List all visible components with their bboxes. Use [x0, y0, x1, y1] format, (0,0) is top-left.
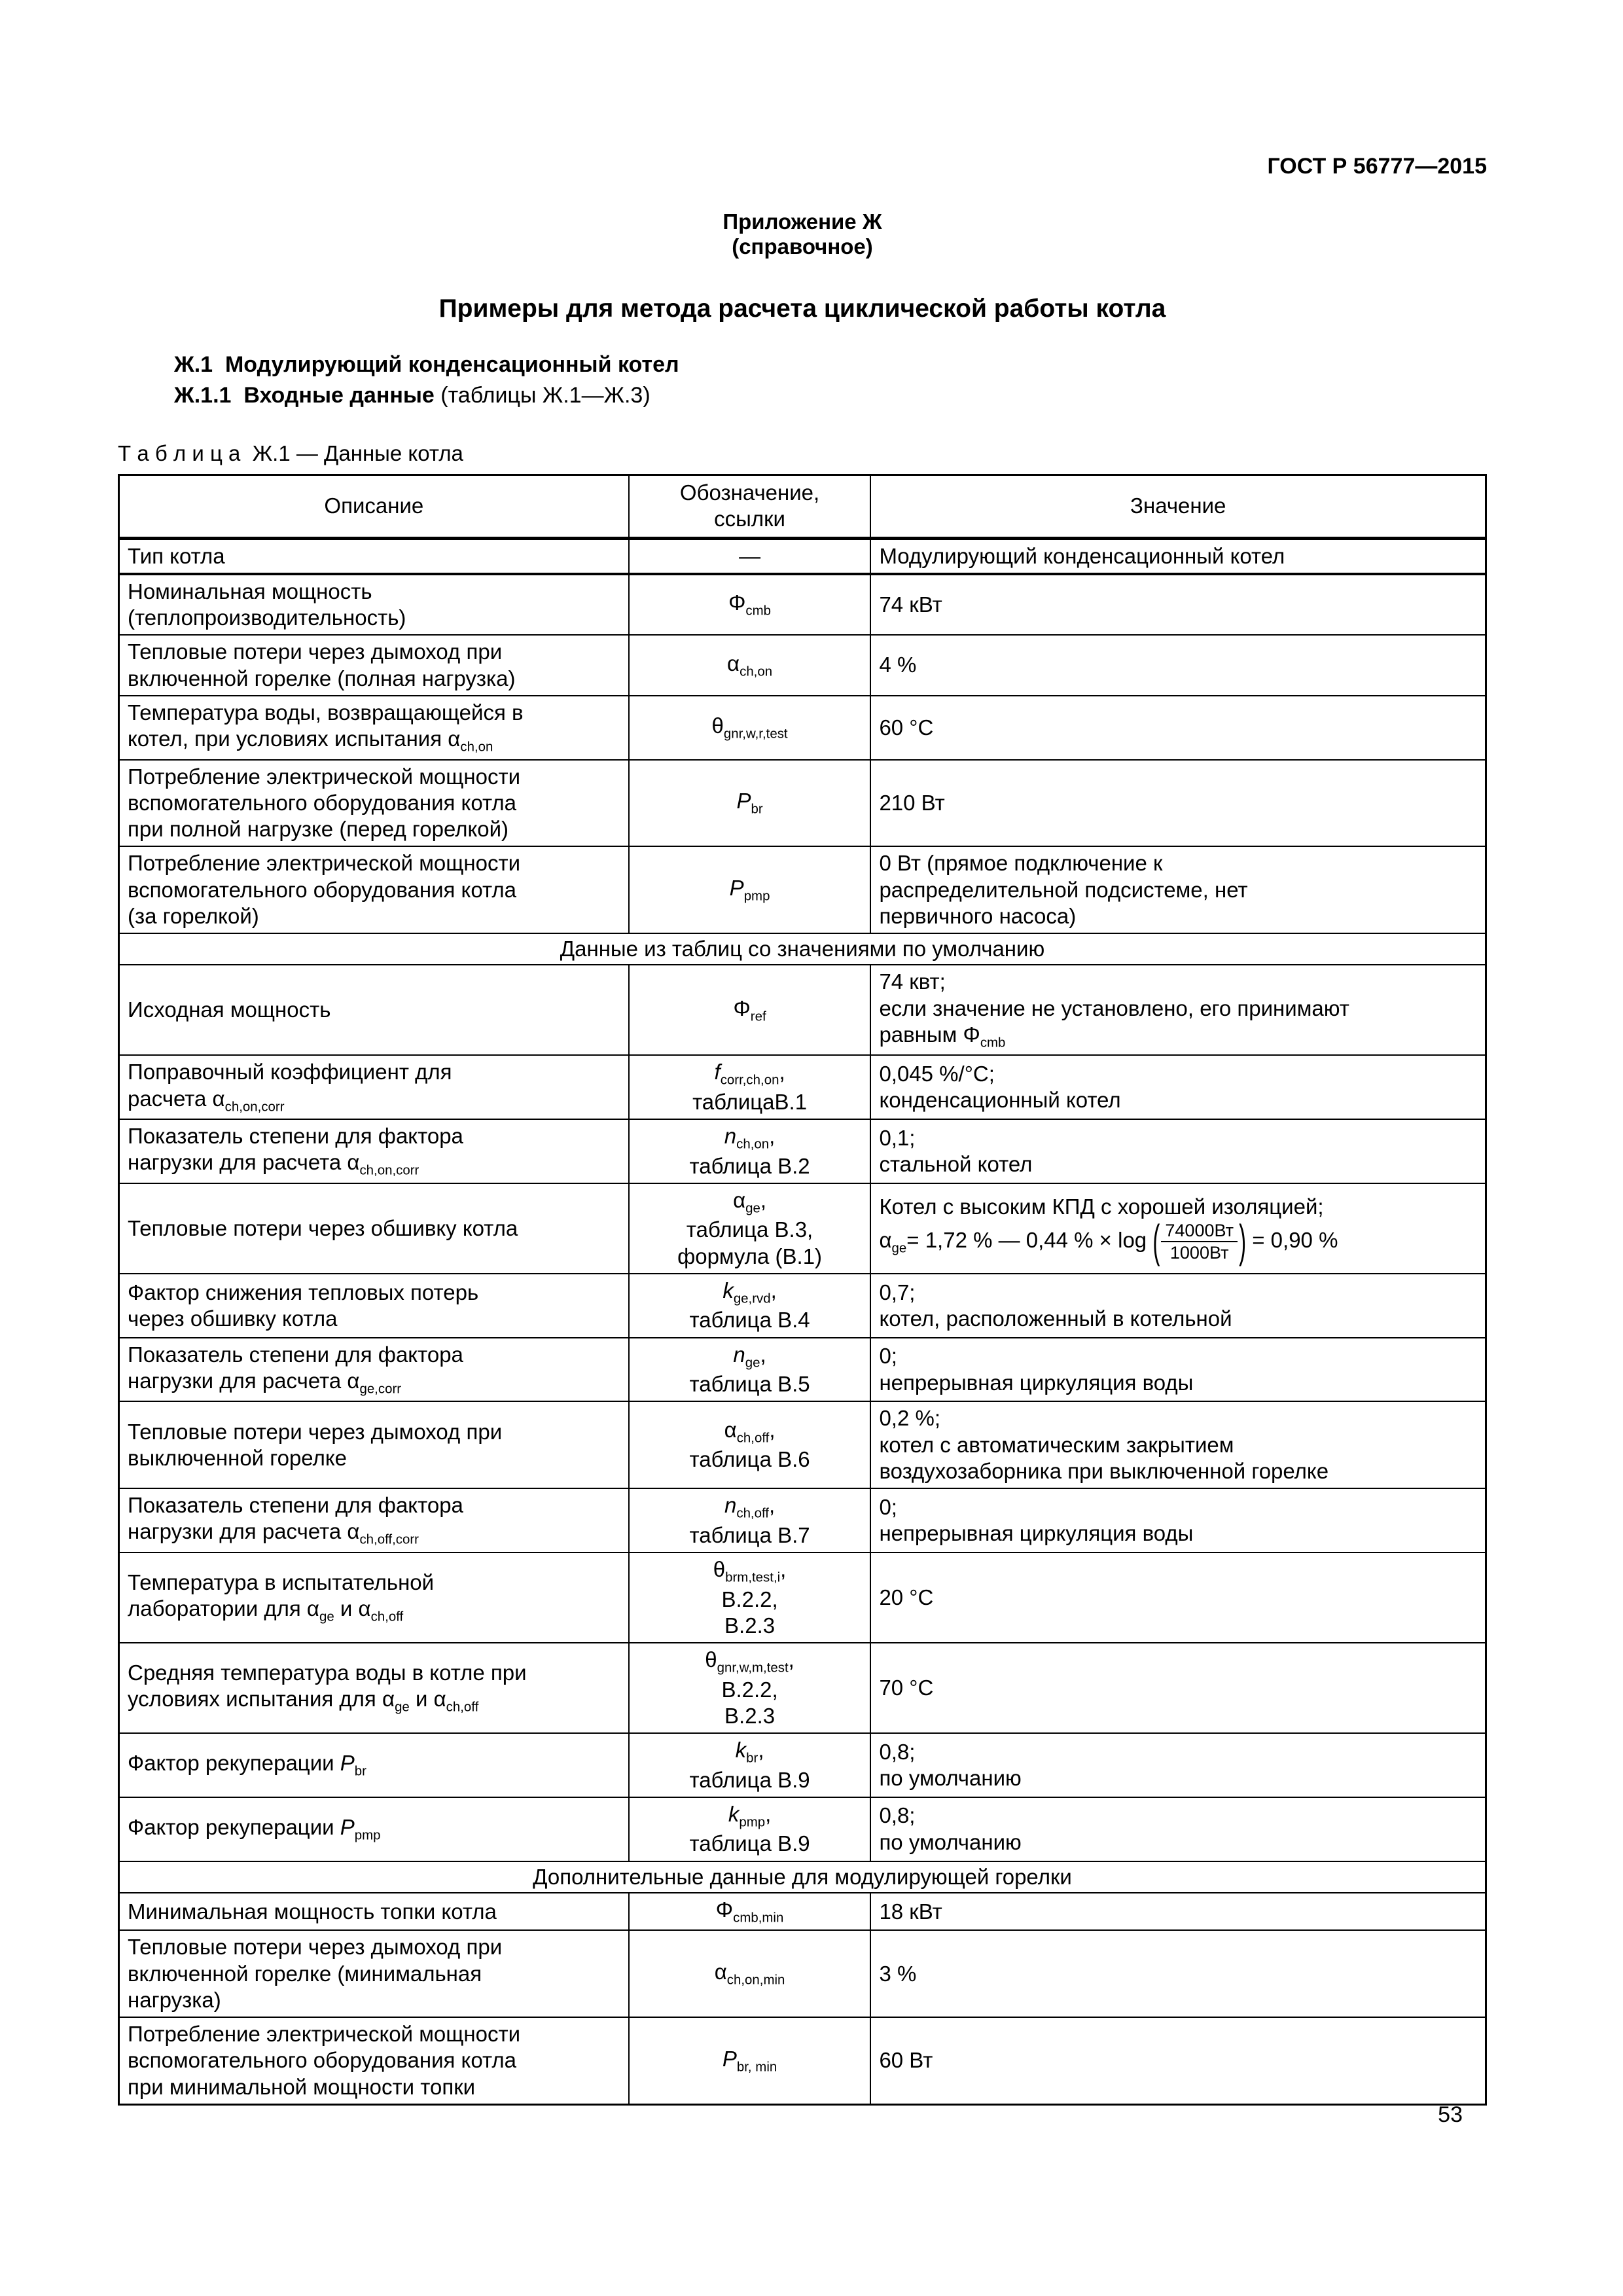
cell-symbol: —	[629, 538, 871, 574]
section-heading-zh11-rest: (таблицы Ж.1—Ж.3)	[434, 383, 651, 408]
cell-value: 60 °С	[870, 696, 1486, 760]
cell-description: Температура воды, возвращающейся в котел, при условиях испытания $\alpha_{ch,on}$	[119, 696, 629, 760]
cell-value: 0 Вт (прямое подключение к распределительной подсистеме, нет первичного насоса)	[870, 846, 1486, 933]
table-header-row	[119, 475, 1486, 539]
section-heading-zh11-bold: Ж.1.1 Входные данные	[174, 383, 435, 408]
table-row	[119, 1643, 1486, 1733]
cell-value: Котел с высоким КПД с хорошей изоляцией; $\alpha_{ge}= 1,72$ % — 0,44 % × log ( $\frac{74000Вт}{1000Вт}$ ) = 0,90 %	[870, 1183, 1486, 1274]
cell-symbol: $k_{ge,rvd}$, таблица В.4	[629, 1274, 871, 1338]
table-row	[119, 1183, 1486, 1274]
table-row	[119, 1930, 1486, 2017]
cell-symbol: $\Phi_{ref}$	[629, 965, 871, 1055]
table-row	[119, 1401, 1486, 1488]
cell-symbol: $P_{br, min}$	[629, 2017, 871, 2104]
cell-description: Минимальная мощность топки котла	[119, 1893, 629, 1931]
cell-symbol: $k_{pmp}$, таблица В.9	[629, 1797, 871, 1861]
cell-symbol: $n_{ge}$, таблица В.5	[629, 1338, 871, 1402]
cell-value: 0,1; стальной котел	[870, 1119, 1486, 1183]
cell-description: Тепловые потери через дымоход при выключенной горелке	[119, 1401, 629, 1488]
table-row	[119, 846, 1486, 933]
table-header	[119, 475, 1486, 539]
cell-symbol: $\theta_{gnr,w,m,test}$, В.2.2, В.2.3	[629, 1643, 871, 1733]
fraction-open-paren: (	[1152, 1215, 1160, 1266]
boiler-data-table	[118, 474, 1487, 2106]
table-row	[119, 1893, 1486, 1931]
cell-value: 74 квт; если значение не установлено, его принимают равным $\Phi_{cmb}$	[870, 965, 1486, 1055]
cell-value: 70 °С	[870, 1643, 1486, 1733]
table-row	[119, 696, 1486, 760]
table-row	[119, 1119, 1486, 1183]
table-body	[119, 538, 1486, 2104]
fraction: $\frac{74000Вт}{1000Вт}$	[1161, 1221, 1238, 1263]
table-row	[119, 2017, 1486, 2104]
col-header-description: Описание	[119, 475, 629, 539]
cell-value: 0,7; котел, расположенный в котельной	[870, 1274, 1486, 1338]
table-row	[119, 574, 1486, 636]
cell-description: Исходная мощность	[119, 965, 629, 1055]
section-row-label: Дополнительные данные для модулирующей горелки	[119, 1861, 1486, 1893]
cell-description: Фактор рекуперации $P_{pmp}$	[119, 1797, 629, 1861]
cell-description: Потребление электрической мощности вспомогательного оборудования котла при полной нагрузке (перед горелкой)	[119, 760, 629, 847]
table-row	[119, 965, 1486, 1055]
cell-value: 0,8; по умолчанию	[870, 1797, 1486, 1861]
cell-description: Фактор рекуперации $P_{br}$	[119, 1733, 629, 1797]
fraction-close-paren: )	[1239, 1215, 1247, 1266]
table-caption: Т а б л и ц а Ж.1 — Данные котла	[118, 441, 463, 465]
cell-value: 18 кВт	[870, 1893, 1486, 1931]
cell-description: Показатель степени для фактора нагрузки для расчета $\alpha_{ch,off,corr}$	[119, 1488, 629, 1552]
table-row	[119, 1274, 1486, 1338]
cell-symbol: $\Phi_{cmb}$	[629, 574, 871, 636]
cell-description: Средняя температура воды в котле при условиях испытания для $\alpha_{ge}$ и $\alpha_{ch,off}$	[119, 1643, 629, 1733]
section-heading-zh1: Ж.1 Модулирующий конденсационный котел	[174, 352, 679, 377]
cell-description: Номинальная мощность (теплопроизводительность)	[119, 574, 629, 636]
cell-symbol: $k_{br}$, таблица В.9	[629, 1733, 871, 1797]
cell-value: 20 °С	[870, 1552, 1486, 1643]
cell-description: Потребление электрической мощности вспомогательного оборудования котла при минимальной мощности топки	[119, 2017, 629, 2104]
cell-value: 60 Вт	[870, 2017, 1486, 2104]
cell-description: Потребление электрической мощности вспомогательного оборудования котла (за горелкой)	[119, 846, 629, 933]
cell-symbol: $n_{ch,on}$, таблица В.2	[629, 1119, 871, 1183]
cell-value: 0,2 %; котел с автоматическим закрытием воздухозаборника при выключенной горелке	[870, 1401, 1486, 1488]
cell-symbol: $\alpha_{ch,on}$	[629, 635, 871, 696]
cell-description: Тип котла	[119, 538, 629, 574]
cell-value: 0,8; по умолчанию	[870, 1733, 1486, 1797]
page-number: 53	[1438, 2102, 1463, 2127]
cell-value: 210 Вт	[870, 760, 1486, 847]
cell-value: 4 %	[870, 635, 1486, 696]
cell-symbol: $\theta_{gnr,w,r,test}$	[629, 696, 871, 760]
cell-description: Показатель степени для фактора нагрузки для расчета $\alpha_{ch,on,corr}$	[119, 1119, 629, 1183]
cell-value: 74 кВт	[870, 574, 1486, 636]
cell-description: Тепловые потери через обшивку котла	[119, 1183, 629, 1274]
cell-symbol: $n_{ch,off}$, таблица В.7	[629, 1488, 871, 1552]
cell-symbol: $P_{br}$	[629, 760, 871, 847]
cell-value: 3 %	[870, 1930, 1486, 2017]
section-heading-zh11	[174, 383, 1487, 408]
col-header-symbol: Обозначение, ссылки	[629, 475, 871, 539]
cell-symbol: $\theta_{brm,test,i}$, В.2.2, В.2.3	[629, 1552, 871, 1643]
cell-symbol: $\alpha_{ge}$, таблица В.3, формула (В.1)	[629, 1183, 871, 1274]
appendix-title: Приложение Ж	[722, 209, 882, 234]
table-row	[119, 1338, 1486, 1402]
table-row	[119, 1797, 1486, 1861]
table-row	[119, 635, 1486, 696]
table-section-row	[119, 933, 1486, 965]
cell-value: 0; непрерывная циркуляция воды	[870, 1338, 1486, 1402]
table-section-row	[119, 1861, 1486, 1893]
col-header-value: Значение	[870, 475, 1486, 539]
cell-description: Показатель степени для фактора нагрузки для расчета $\alpha_{ge,corr}$	[119, 1338, 629, 1402]
cell-description: Фактор снижения тепловых потерь через обшивку котла	[119, 1274, 629, 1338]
cell-symbol: $\Phi_{cmb,min}$	[629, 1893, 871, 1931]
document-reference: ГОСТ Р 56777—2015	[1267, 154, 1487, 179]
cell-value: Модулирующий конденсационный котел	[870, 538, 1486, 574]
appendix-note: (справочное)	[732, 234, 873, 259]
table-row	[119, 1055, 1486, 1119]
page-title: Примеры для метода расчета циклической работы котла	[438, 295, 1166, 323]
cell-value: 0,045 %/°С; конденсационный котел	[870, 1055, 1486, 1119]
section-row-label: Данные из таблиц со значениями по умолчанию	[119, 933, 1486, 965]
table-row	[119, 1488, 1486, 1552]
section-headings	[118, 352, 1487, 408]
cell-description: Тепловые потери через дымоход при включенной горелке (полная нагрузка)	[119, 635, 629, 696]
cell-description: Тепловые потери через дымоход при включенной горелке (минимальная нагрузка)	[119, 1930, 629, 2017]
cell-symbol: $\alpha_{ch,off}$, таблица В.6	[629, 1401, 871, 1488]
cell-description: Температура в испытательной лаборатории для $\alpha_{ge}$ и $\alpha_{ch,off}$	[119, 1552, 629, 1643]
cell-symbol: $\alpha_{ch,on,min}$	[629, 1930, 871, 2017]
table-row	[119, 538, 1486, 574]
cell-description: Поправочный коэффициент для расчета $\alpha_{ch,on,corr}$	[119, 1055, 629, 1119]
cell-symbol: $f_{corr,ch,on}$, таблицаВ.1	[629, 1055, 871, 1119]
table-row	[119, 1733, 1486, 1797]
table-row	[119, 760, 1486, 847]
table-row	[119, 1552, 1486, 1643]
cell-symbol: $P_{pmp}$	[629, 846, 871, 933]
cell-value: 0; непрерывная циркуляция воды	[870, 1488, 1486, 1552]
